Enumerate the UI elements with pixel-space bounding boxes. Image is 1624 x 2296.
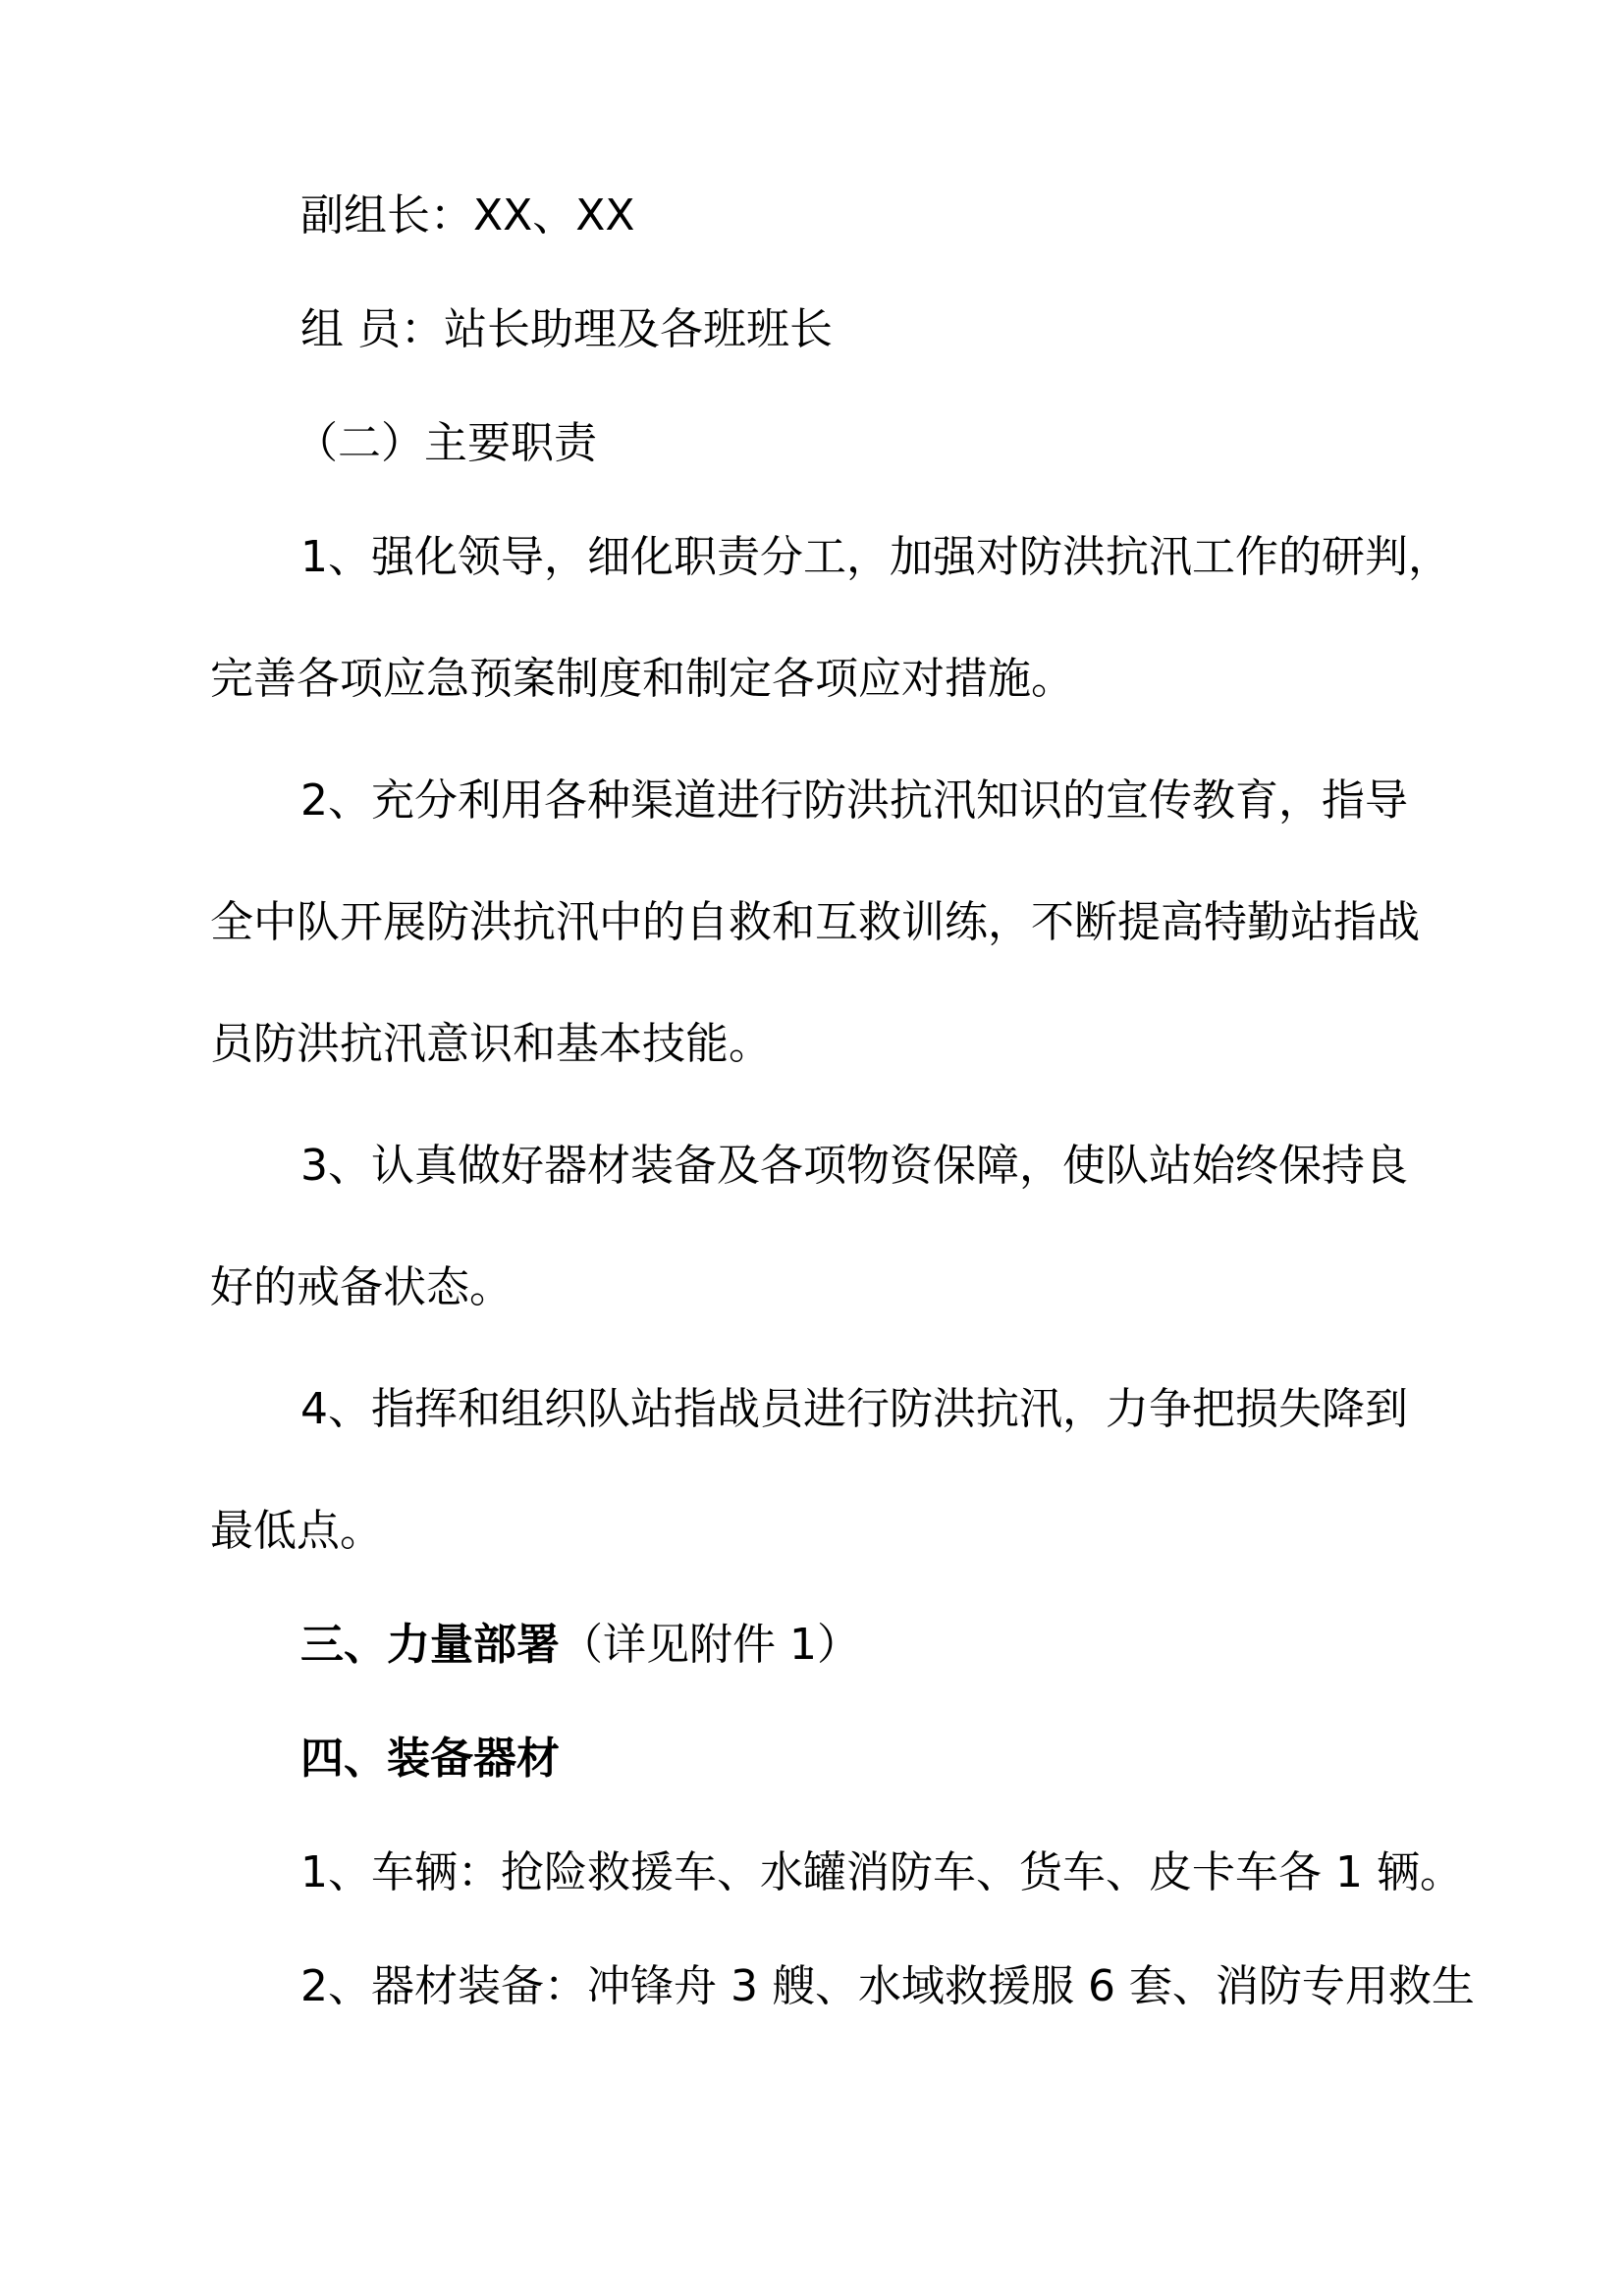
duty-1-line-1: 1、强化领导，细化职责分工，加强对防洪抗汛工作的研判， — [300, 532, 1451, 582]
subsection-heading: （二）主要职责 — [295, 418, 597, 468]
section-3-heading: 三、力量部署 — [300, 1620, 560, 1670]
duty-3-line-1: 3、认真做好器材装备及各项物资保障，使队站始终保持良 — [300, 1141, 1408, 1191]
section-3-note: （详见附件 1） — [560, 1620, 860, 1670]
duty-1-line-2: 完善各项应急预案制度和制定各项应对措施。 — [210, 654, 1074, 704]
duty-3-line-2: 好的戒备状态。 — [210, 1262, 513, 1312]
duty-2-line-1: 2、充分利用各种渠道进行防洪抗汛知识的宣传教育，指导 — [300, 775, 1408, 826]
members-line: 组 员：站长助理及各班班长 — [300, 304, 833, 354]
duty-4-line-2: 最低点。 — [210, 1506, 383, 1556]
section-4-heading: 四、装备器材 — [300, 1734, 560, 1784]
equipment-item-2: 2、器材装备：冲锋舟 3 艘、水域救援服 6 套、消防专用救生 — [300, 1961, 1475, 2011]
duty-2-line-3: 员防洪抗汛意识和基本技能。 — [210, 1019, 772, 1069]
section-3-heading-line — [300, 1616, 1518, 1675]
duty-2-line-2: 全中队开展防洪抗汛中的自救和互救训练，不断提高特勤站指战 — [210, 897, 1420, 947]
deputy-leader-line: 副组长：XX、XX — [300, 190, 635, 240]
equipment-item-1: 1、车辆：抢险救援车、水罐消防车、货车、皮卡车各 1 辆。 — [300, 1847, 1463, 1897]
duty-4-line-1: 4、指挥和组织队站指战员进行防洪抗汛，力争把损失降到 — [300, 1384, 1408, 1434]
